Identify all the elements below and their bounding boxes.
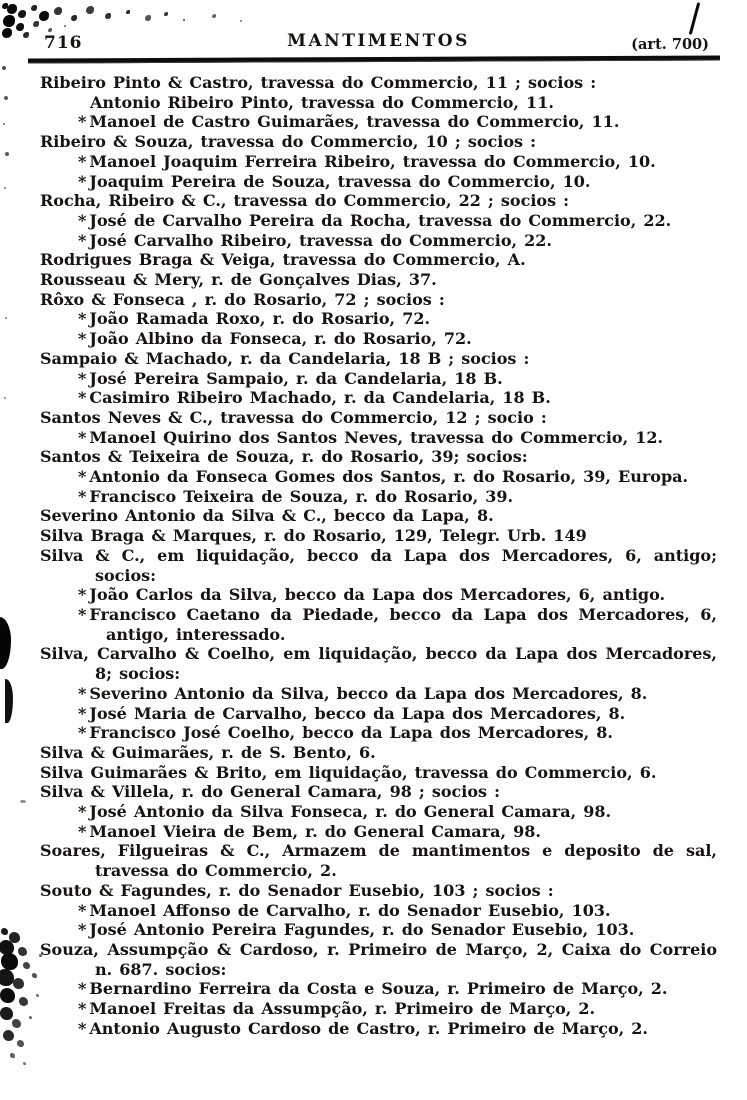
directory-entry xyxy=(40,408,717,428)
partner-asterisk: * xyxy=(78,388,87,408)
directory-entry xyxy=(40,73,717,93)
partner-asterisk: * xyxy=(78,900,87,920)
scan-stain-bottom-left xyxy=(1,928,8,935)
entry-text: Francisco Teixeira de Souza, r. do Rosario, 39. xyxy=(89,486,514,506)
entry-text: Antonio da Fonseca Gomes dos Santos, r. do Rosario, 39, Europa. xyxy=(89,467,689,487)
entry-text: Souto & Fagundes, r. do Senador Eusebio, 103 ; socios : xyxy=(40,880,554,900)
scan-noise-left-edge xyxy=(2,66,6,70)
entry-text: Severino Antonio da Silva & C., becco da Lapa, 8. xyxy=(40,506,494,526)
directory-entry xyxy=(40,743,717,763)
partner-line xyxy=(78,231,717,251)
entry-text: Manoel Affonso de Carvalho, r. do Senador Eusebio, 103. xyxy=(89,900,611,920)
directory-entry xyxy=(40,881,717,901)
ink-blob-left-margin xyxy=(0,617,11,669)
partner-asterisk: * xyxy=(78,329,87,349)
directory-entry xyxy=(40,841,717,880)
partner-line xyxy=(78,388,717,408)
partner-asterisk: * xyxy=(78,171,87,191)
partner-line xyxy=(78,979,717,999)
partner-line xyxy=(78,428,717,448)
partner-line xyxy=(78,723,717,743)
partner-line xyxy=(78,999,717,1019)
entry-text: Silva & Guimarães, r. de S. Bento, 6. xyxy=(40,742,376,762)
entry-text: José Carvalho Ribeiro, travessa do Commercio, 22. xyxy=(89,230,552,250)
partner-asterisk: * xyxy=(78,427,87,447)
entry-text: Rôxo & Fonseca , r. do Rosario, 72 ; socios : xyxy=(40,289,445,309)
partner-line xyxy=(78,802,717,822)
entry-text: Silva & Villela, r. do General Camara, 98 ; socios : xyxy=(40,782,501,802)
entry-list xyxy=(40,73,717,1038)
entry-text: Silva Braga & Marques, r. do Rosario, 129, Telegr. Urb. 149 xyxy=(40,526,587,546)
partner-asterisk: * xyxy=(78,210,87,230)
directory-entry xyxy=(40,546,717,585)
entry-text: Rocha, Ribeiro & C., travessa do Commercio, 22 ; socios : xyxy=(40,191,570,211)
partner-asterisk: * xyxy=(78,1018,87,1038)
directory-entry xyxy=(40,290,717,310)
entry-text: Severino Antonio da Silva, becco da Lapa dos Mercadores, 8. xyxy=(89,683,648,703)
entry-text: Manoel Quirino dos Santos Neves, travessa do Commercio, 12. xyxy=(89,427,664,447)
partner-asterisk: * xyxy=(78,703,87,723)
partner-asterisk: * xyxy=(78,723,87,743)
partner-line xyxy=(78,585,717,605)
entry-text: João Albino da Fonseca, r. do Rosario, 72. xyxy=(89,329,472,349)
entry-text: José Maria de Carvalho, becco da Lapa dos Mercadores, 8. xyxy=(89,703,626,723)
entry-text: João Ramada Roxo, r. do Rosario, 72. xyxy=(89,309,431,329)
entry-text: Rodrigues Braga & Veiga, travessa do Commercio, A. xyxy=(40,250,526,270)
page-header xyxy=(40,28,717,58)
partner-line xyxy=(78,211,717,231)
entry-text: Sampaio & Machado, r. da Candelaria, 18 B ; socios : xyxy=(40,348,530,368)
partner-line xyxy=(78,467,717,487)
directory-entry xyxy=(40,132,717,152)
partner-line xyxy=(78,822,717,842)
directory-entry xyxy=(40,782,717,802)
directory-entry xyxy=(40,191,717,211)
directory-entry xyxy=(40,250,717,270)
entry-text: Francisco José Coelho, becco da Lapa dos Mercadores, 8. xyxy=(89,723,613,743)
partner-asterisk: * xyxy=(78,979,87,999)
directory-entry xyxy=(40,447,717,467)
scan-noise-top-left xyxy=(2,3,8,9)
partner-line xyxy=(78,309,717,329)
directory-entry xyxy=(40,349,717,369)
partner-line xyxy=(78,920,717,940)
entry-text: Joaquim Pereira de Souza, travessa do Commercio, 10. xyxy=(89,171,591,191)
entry-text: Francisco Caetano da Piedade, becco da Lapa dos Mercadores, 6, antigo, interessado. xyxy=(89,604,717,644)
partner-line xyxy=(78,487,717,507)
partner-line xyxy=(78,329,717,349)
entry-text: João Carlos da Silva, becco da Lapa dos Mercadores, 6, antigo. xyxy=(89,585,666,605)
entry-text: Silva, Carvalho & Coelho, em liquidação, becco da Lapa dos Mercadores, 8; socios: xyxy=(40,644,717,684)
entry-text: Manoel Joaquim Ferreira Ribeiro, travessa do Commercio, 10. xyxy=(89,151,656,171)
partner-asterisk: * xyxy=(78,151,87,171)
entry-text: Bernardino Ferreira da Costa e Souza, r. Primeiro de Março, 2. xyxy=(89,979,668,999)
partner-asterisk: * xyxy=(78,112,87,132)
entry-text: Ribeiro Pinto & Castro, travessa do Commercio, 11 ; socios : xyxy=(40,73,597,92)
partner-line xyxy=(78,112,717,132)
entry-text: Soares, Filgueiras & C., Armazem de mantimentos e deposito de sal, travessa do Commercio, 2. xyxy=(40,841,717,881)
directory-entry xyxy=(40,270,717,290)
partner-asterisk: * xyxy=(78,230,87,250)
entry-text: Silva Guimarães & Brito, em liquidação, travessa do Commercio, 6. xyxy=(40,762,657,782)
entry-text: Ribeiro & Souza, travessa do Commercio, 10 ; socios : xyxy=(40,132,536,152)
partner-asterisk: * xyxy=(78,309,87,329)
partner-asterisk: * xyxy=(78,604,87,624)
partner-asterisk: * xyxy=(78,585,87,605)
partner-asterisk: * xyxy=(78,802,87,822)
entry-text: José Antonio da Silva Fonseca, r. do General Camara, 98. xyxy=(89,802,612,822)
partner-line xyxy=(78,172,717,192)
partner-line xyxy=(90,93,717,113)
entry-text: Rousseau & Mery, r. de Gonçalves Dias, 37. xyxy=(40,270,437,290)
entry-text: Casimiro Ribeiro Machado, r. da Candelaria, 18 B. xyxy=(89,388,551,408)
entry-text: Manoel Vieira de Bem, r. do General Camara, 98. xyxy=(89,821,541,841)
partner-line xyxy=(78,152,717,172)
entry-text: Manoel Freitas da Assumpção, r. Primeiro de Março, 2. xyxy=(89,999,596,1019)
entry-text: Antonio Ribeiro Pinto, travessa do Commercio, 11. xyxy=(90,92,554,112)
partner-line xyxy=(78,901,717,921)
page-number: 716 xyxy=(44,33,83,53)
directory-entry xyxy=(40,506,717,526)
directory-entry xyxy=(40,940,717,979)
partner-asterisk: * xyxy=(78,683,87,703)
partner-asterisk: * xyxy=(78,821,87,841)
partner-line xyxy=(78,704,717,724)
entry-text: José de Carvalho Pereira da Rocha, travessa do Commercio, 22. xyxy=(89,210,672,230)
directory-entry xyxy=(40,763,717,783)
entry-text: Antonio Augusto Cardoso de Castro, r. Primeiro de Março, 2. xyxy=(89,1018,648,1038)
article-reference: (art. 700) xyxy=(631,36,709,53)
partner-asterisk: * xyxy=(78,920,87,940)
partner-line xyxy=(78,684,717,704)
partner-line xyxy=(78,1019,717,1039)
entry-text: Manoel de Castro Guimarães, travessa do Commercio, 11. xyxy=(89,112,620,132)
faint-margin-mark xyxy=(20,800,26,803)
directory-entry xyxy=(40,526,717,546)
entry-text: José Antonio Pereira Fagundes, r. do Senador Eusebio, 103. xyxy=(89,920,635,940)
partner-asterisk: * xyxy=(78,486,87,506)
entry-text: José Pereira Sampaio, r. da Candelaria, 18 B. xyxy=(89,368,503,388)
partner-asterisk: * xyxy=(78,999,87,1019)
entry-text: Silva & C., em liquidação, becco da Lapa dos Mercadores, 6, antigo; socios: xyxy=(40,545,717,585)
entry-text: Souza, Assumpção & Cardoso, r. Primeiro de Março, 2, Caixa do Correio n. 687. socios: xyxy=(40,939,717,979)
partner-asterisk: * xyxy=(78,368,87,388)
partner-asterisk: * xyxy=(78,467,87,487)
partner-line xyxy=(78,605,717,644)
partner-line xyxy=(78,369,717,389)
entry-text: Santos Neves & C., travessa do Commercio, 12 ; socio : xyxy=(40,407,547,427)
directory-entry xyxy=(40,644,717,683)
entry-text: Santos & Teixeira de Souza, r. do Rosario, 39; socios: xyxy=(40,447,528,467)
running-title: MANTIMENTOS xyxy=(287,31,470,51)
